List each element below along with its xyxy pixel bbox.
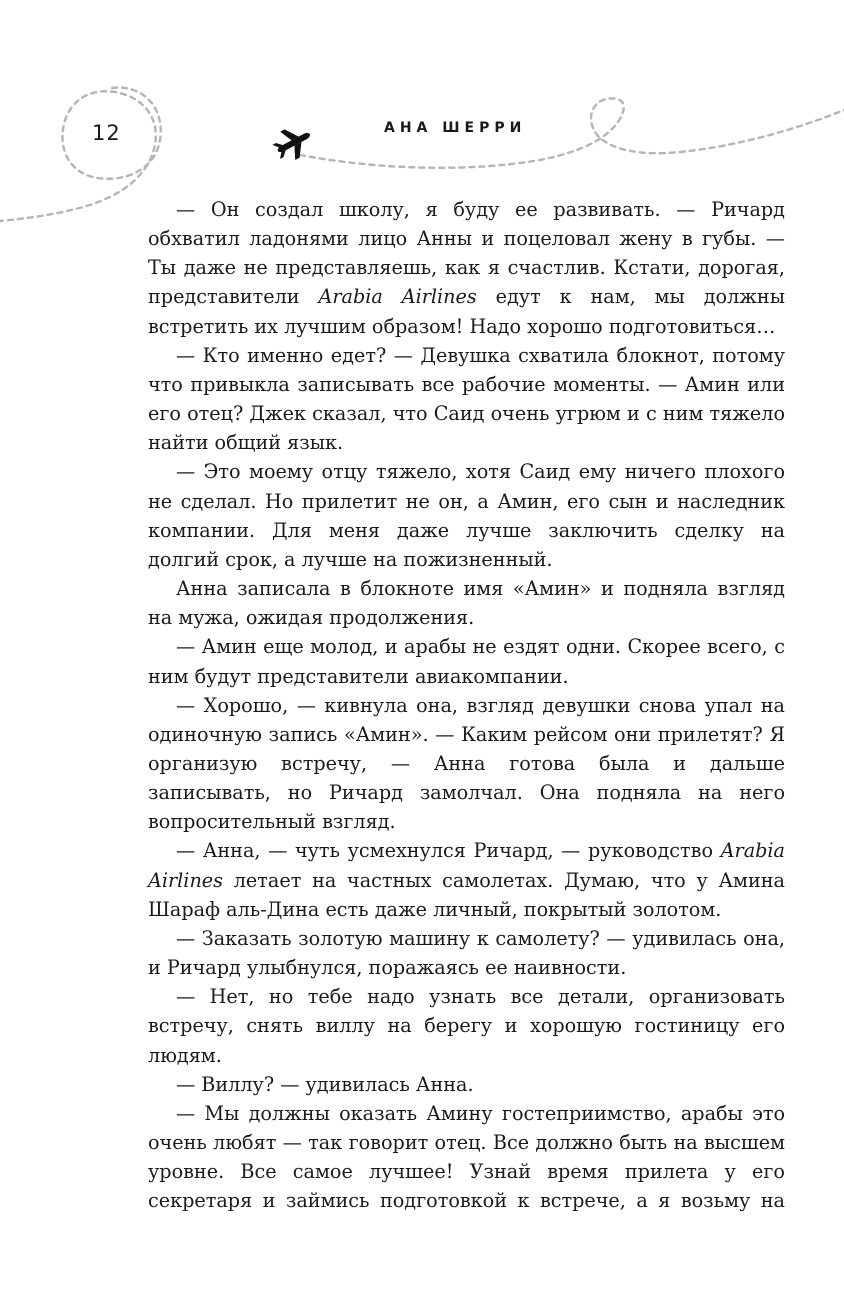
paragraph-text: едут к нам, мы должны встретить их лучшим образом! Надо хорошо подготовиться… (148, 285, 785, 338)
paragraph-text: — Мы должны оказать Амину гостеприимство, арабы это очень любят — так говорит отец. Все должно быть на высшем уровне. Все самое лучшее! Узнай время прилета у его секретаря и займись подготовкой к встрече, а я возьму на (148, 1101, 785, 1213)
paragraph (148, 574, 785, 632)
paragraph-text: — Виллу? — удивилась Анна. (176, 1072, 474, 1096)
flight-path-dashed-line (300, 98, 844, 167)
italic-text: Arabia Airlines (318, 285, 477, 309)
paragraph (148, 691, 785, 837)
paragraph (148, 836, 785, 923)
paragraph-text: — Это моему отцу тяжело, хотя Саид ему ничего плохого не сделал. Но прилетит не он, а Амин, его сын и наследник компании. Для меня даже лучше заключить сделку на долгий срок, а лучше на пожизненный. (148, 460, 785, 571)
paragraph-text: Анна записала в блокноте имя «Амин» и подняла взгляд на мужа, ожидая продолжения. (148, 577, 785, 630)
body-text (148, 195, 785, 1215)
paragraph-text: — Амин еще молод, и арабы не ездят одни. Скорее всего, с ним будут представители авиакомпании. (148, 635, 785, 688)
running-head-author: АНА ШЕРРИ (384, 120, 527, 136)
paragraph-text: — Он создал школу, я буду ее развивать. — Ричард обхватил ладонями лицо Анны и поцеловал жену в губы. — Ты даже не представляешь, как я счастлив. Кстати, дорогая, представители (148, 198, 785, 309)
paragraph (148, 341, 785, 458)
paragraph-text: — Хорошо, — кивнула она, взгляд девушки снова упал на одиночную запись «Амин». — Каким рейсом они прилетят? Я организую встречу, — Анна готова была и дальше записывать, но Ричард замолчал. Она подняла на него вопросительный взгляд. (148, 693, 785, 834)
page-number: 12 (92, 121, 121, 145)
paragraph (148, 632, 785, 690)
paragraph (148, 924, 785, 982)
airplane-icon (269, 120, 318, 166)
paragraph-text: — Анна, — чуть усмехнулся Ричард, — руководство (176, 839, 721, 863)
paragraph-text: — Нет, но тебе надо узнать все детали, организовать встречу, снять виллу на берегу и хорошую гостиницу его людям. (148, 985, 785, 1067)
paragraph (148, 982, 785, 1069)
paragraph (148, 457, 785, 574)
paragraph-text: летает на частных самолетах. Думаю, что у Амина Шараф аль-Дина есть даже личный, покрытый золотом. (148, 868, 785, 921)
paragraph (148, 1070, 785, 1099)
paragraph (148, 1099, 785, 1216)
paragraph (148, 195, 785, 341)
paragraph-text: — Заказать золотую машину к самолету? — удивилась она, и Ричард улыбнулся, поражаясь ее наивности. (148, 926, 785, 980)
italic-text: Arabia Airlines (148, 839, 785, 892)
paragraph-text: — Кто именно едет? — Девушка схватила блокнот, потому что привыкла записывать все рабочие моменты. — Амин или его отец? Джек сказал, что Саид очень угрюм и с ним тяжело найти общий язык. (148, 343, 785, 455)
page-number-dashed-circle (0, 88, 161, 221)
